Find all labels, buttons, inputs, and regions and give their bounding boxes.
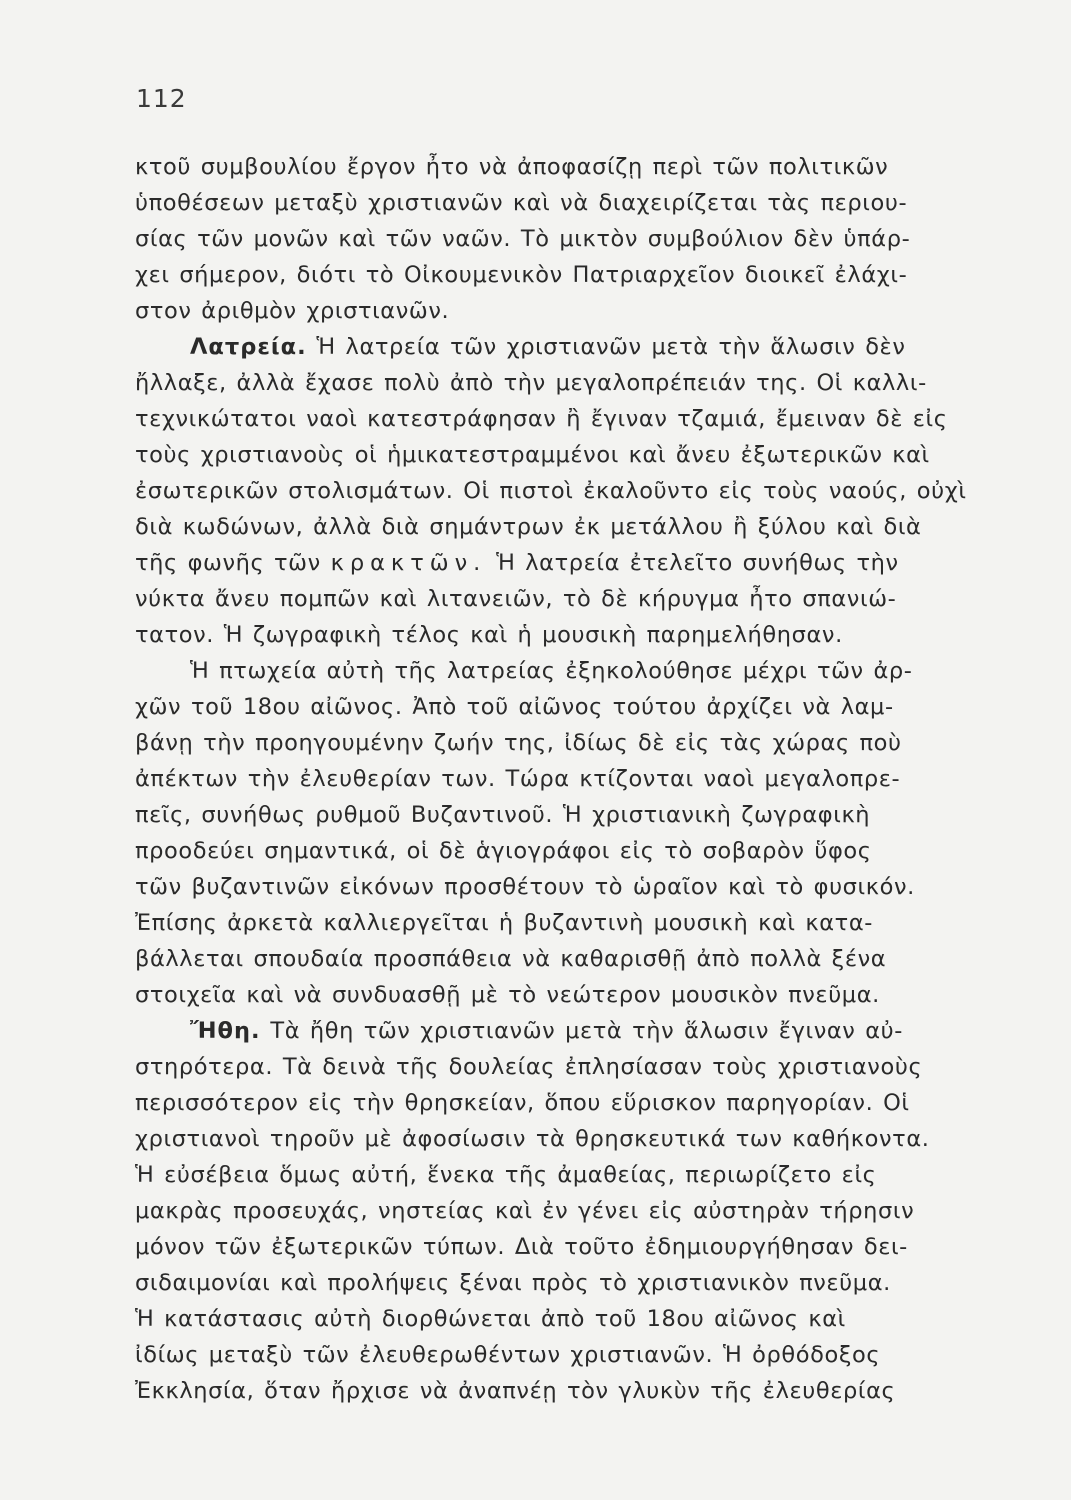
- text-line: χριστιανοὶ τηροῦν μὲ ἀφοσίωσιν τὰ θρησκευτικά των καθήκοντα.: [135, 1126, 930, 1152]
- text-line: στοιχεῖα καὶ νὰ συνδυασθῇ μὲ τὸ νεώτερον μουσικὸν πνεῦμα.: [135, 982, 880, 1008]
- section-heading-morals: Ἤθη.: [190, 1018, 261, 1044]
- text-line: περισσότερον εἰς τὴν θρησκείαν, ὅπου εὕρισκον παρηγορίαν. Οἱ: [135, 1090, 910, 1116]
- section-heading-worship: Λατρεία.: [190, 334, 307, 360]
- text-line: σίας τῶν μονῶν καὶ τῶν ναῶν. Τὸ μικτὸν συμβούλιον δὲν ὑπάρ-: [135, 226, 911, 252]
- text-line: σιδαιμονίαι καὶ προλήψεις ξέναι πρὸς τὸ χριστιανικὸν πνεῦμα.: [135, 1270, 891, 1296]
- text-line: μόνον τῶν ἐξωτερικῶν τύπων. Διὰ τοῦτο ἐδημιουργήθησαν δει-: [135, 1234, 908, 1260]
- spaced-word: κρακτῶν.: [330, 550, 487, 576]
- text-line: ἰδίως μεταξὺ τῶν ἐλευθερωθέντων χριστιανῶν. Ἡ ὀρθόδοξος: [135, 1342, 881, 1368]
- text-line: τοὺς χριστιανοὺς οἱ ἡμικατεστραμμένοι καὶ ἄνευ ἐξωτερικῶν καὶ: [135, 442, 930, 468]
- worship-first-line: [190, 333, 906, 361]
- text-span: Ἡ λατρεία τῶν χριστιανῶν μετὰ τὴν ἅλωσιν δὲν: [316, 334, 906, 360]
- text-line: Ἐπίσης ἀρκετὰ καλλιεργεῖται ἡ βυζαντινὴ μουσικὴ καὶ κατα-: [135, 910, 873, 936]
- text-line: κτοῦ συμβουλίου ἔργον ἦτο νὰ ἀποφασίζῃ περὶ τῶν πολιτικῶν: [135, 154, 889, 180]
- text-line: Ἡ εὐσέβεια ὅμως αὐτή, ἕνεκα τῆς ἀμαθείας, περιωρίζετο εἰς: [135, 1162, 877, 1188]
- krakton-line: [135, 549, 899, 577]
- text-line: ἀπέκτων τὴν ἐλευθερίαν των. Τώρα κτίζονται ναοὶ μεγαλοπρε-: [135, 766, 901, 792]
- text-line: χει σήμερον, διότι τὸ Οἰκουμενικὸν Πατριαρχεῖον διοικεῖ ἐλάχι-: [135, 262, 908, 288]
- text-line: στον ἀριθμὸν χριστιανῶν.: [135, 298, 450, 324]
- text-line: νύκτα ἄνευ πομπῶν καὶ λιτανειῶν, τὸ δὲ κήρυγμα ἦτο σπανιώ-: [135, 586, 897, 612]
- text-line: ἤλλαξε, ἀλλὰ ἔχασε πολὺ ἀπὸ τὴν μεγαλοπρέπειάν της. Οἱ καλλι-: [135, 370, 927, 396]
- text-span: τῆς φωνῆς τῶν: [135, 550, 321, 576]
- text-line: χῶν τοῦ 18ου αἰῶνος. Ἀπὸ τοῦ αἰῶνος τούτου ἀρχίζει νὰ λαμ-: [135, 694, 894, 720]
- page-number: 112: [136, 84, 187, 113]
- text-line: βάλλεται σπουδαία προσπάθεια νὰ καθαρισθῇ ἀπὸ πολλὰ ξένα: [135, 946, 887, 972]
- text-span: Ἡ λατρεία ἐτελεῖτο συνήθως τὴν: [496, 550, 899, 576]
- text-line: ὑποθέσεων μεταξὺ χριστιανῶν καὶ νὰ διαχειρίζεται τὰς περιου-: [135, 190, 908, 216]
- text-line: Ἡ πτωχεία αὐτὴ τῆς λατρείας ἐξηκολούθησε μέχρι τῶν ἀρ-: [190, 658, 913, 684]
- text-line: τῶν βυζαντινῶν εἰκόνων προσθέτουν τὸ ὡραῖον καὶ τὸ φυσικόν.: [135, 874, 915, 900]
- text-line: διὰ κωδώνων, ἀλλὰ διὰ σημάντρων ἐκ μετάλλου ἢ ξύλου καὶ διὰ: [135, 514, 922, 540]
- text-line: τατον. Ἡ ζωγραφικὴ τέλος καὶ ἡ μουσικὴ παρημελήθησαν.: [135, 622, 843, 648]
- text-line: προοδεύει σημαντικά, οἱ δὲ ἁγιογράφοι εἰς τὸ σοβαρὸν ὕφος: [135, 838, 872, 864]
- text-line: στηρότερα. Τὰ δεινὰ τῆς δουλείας ἐπλησίασαν τοὺς χριστιανοὺς: [135, 1054, 923, 1080]
- text-span: Τὰ ἤθη τῶν χριστιανῶν μετὰ τὴν ἅλωσιν ἔγιναν αὐ-: [270, 1018, 903, 1044]
- text-line: τεχνικώτατοι ναοὶ κατεστράφησαν ἢ ἔγιναν τζαμιά, ἔμειναν δὲ εἰς: [135, 406, 948, 432]
- text-line: Ἡ κατάστασις αὐτὴ διορθώνεται ἀπὸ τοῦ 18ου αἰῶνος καὶ: [135, 1306, 846, 1332]
- text-line: ἐσωτερικῶν στολισμάτων. Οἱ πιστοὶ ἐκαλοῦντο εἰς τοὺς ναούς, οὐχὶ: [135, 478, 967, 504]
- text-line: μακρὰς προσευχάς, νηστείας καὶ ἐν γένει εἰς αὐστηρὰν τήρησιν: [135, 1198, 915, 1224]
- text-line: βάνῃ τὴν προηγουμένην ζωήν της, ἰδίως δὲ εἰς τὰς χώρας ποὺ: [135, 730, 902, 756]
- morals-first-line: [190, 1017, 903, 1045]
- text-line: Ἐκκλησία, ὅταν ἤρχισε νὰ ἀναπνέῃ τὸν γλυκὺν τῆς ἐλευθερίας: [135, 1378, 896, 1404]
- text-line: πεῖς, συνήθως ρυθμοῦ Βυζαντινοῦ. Ἡ χριστιανικὴ ζωγραφικὴ: [135, 802, 871, 828]
